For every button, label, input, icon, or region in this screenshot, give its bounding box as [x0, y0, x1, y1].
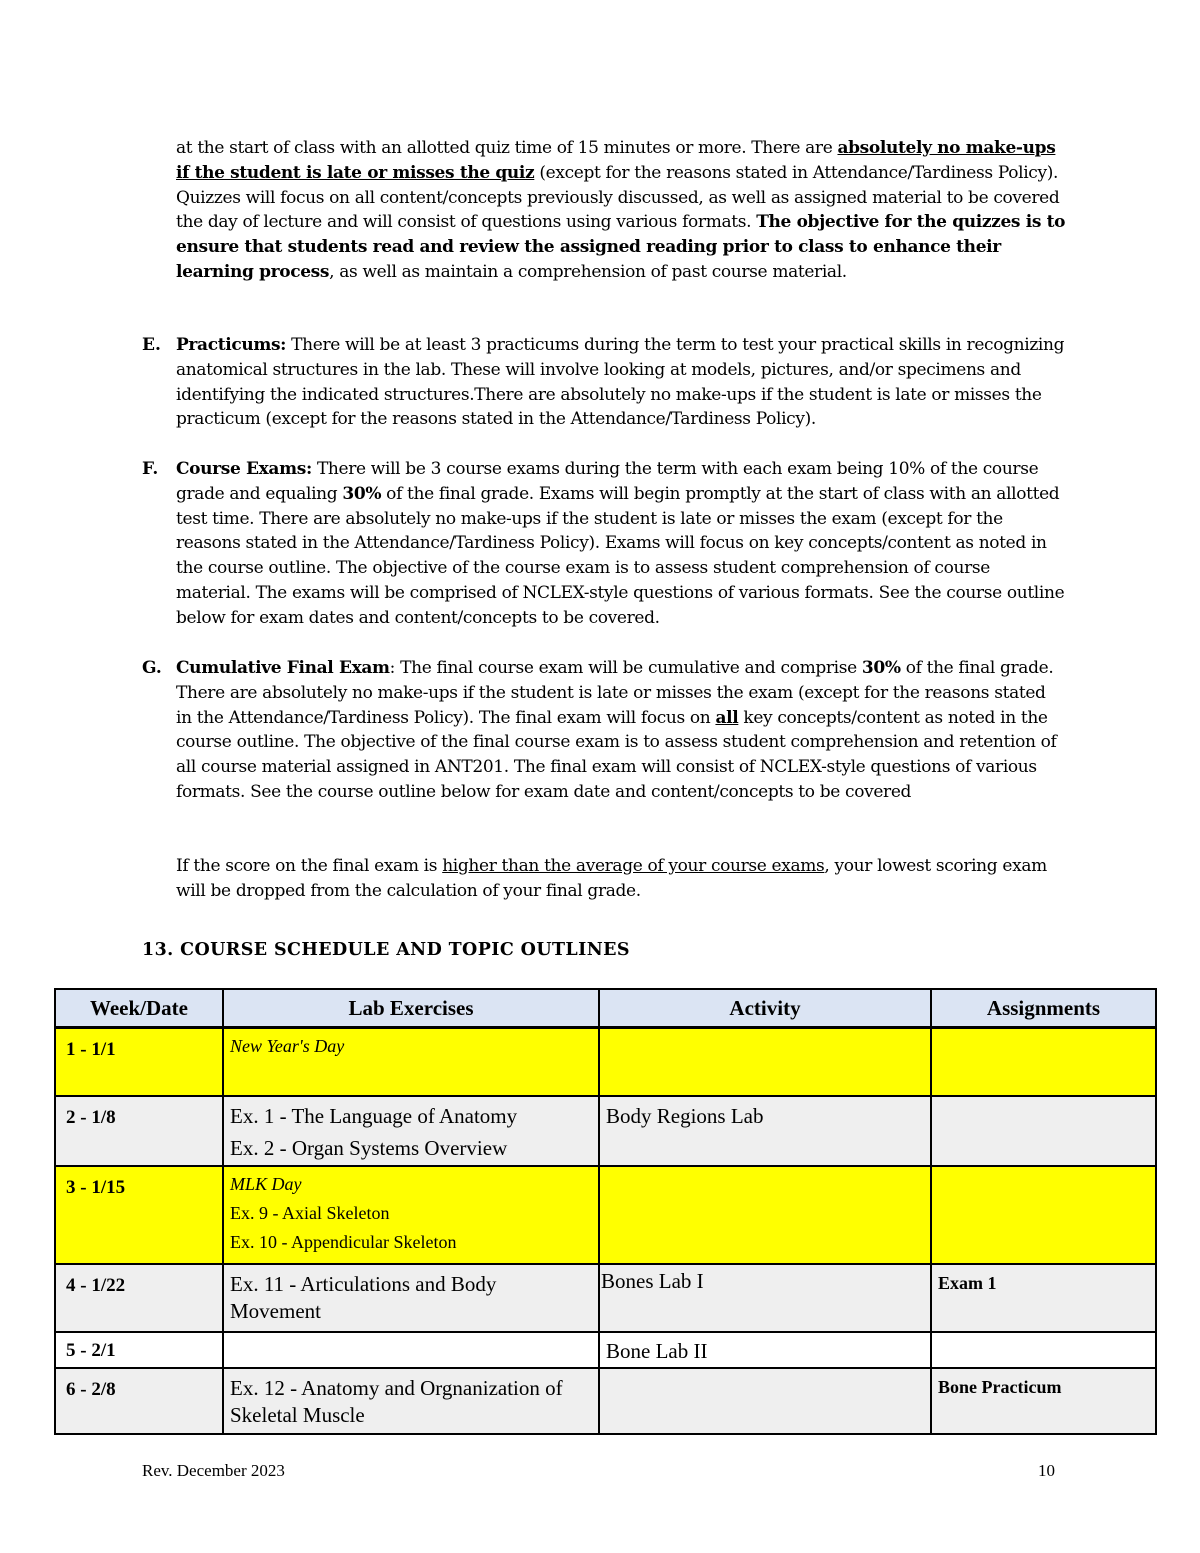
footer-revision: Rev. December 2023	[142, 1461, 285, 1480]
lab-holiday: MLK Day	[230, 1173, 302, 1194]
quiz-text-1: at the start of class with an allotted quiz time of 15 minutes or more. There are	[176, 138, 838, 158]
final-exam-text-2: of the final grade. There are absolutely no make-ups if the student is late or misses the exam (except for the reasons stated in the Attendance/Tardiness Policy). The final exam will focus on	[176, 658, 1054, 728]
table-header-row	[55, 989, 1156, 1028]
lab-exercise: Ex. 1 - The Language of Anatomy	[230, 1103, 518, 1128]
activity-cell	[599, 1028, 931, 1096]
lab-cell	[223, 1096, 599, 1166]
course-exams-title: Course Exams:	[176, 459, 312, 479]
assignment-cell	[931, 1166, 1156, 1264]
lab-exercise: Ex. 10 - Appendicular Skeleton	[230, 1231, 457, 1252]
final-exam-note-1: If the score on the final exam is	[176, 856, 443, 876]
final-exam-note	[176, 854, 1066, 904]
practicums-paragraph	[176, 333, 1066, 432]
course-exams-text-1: There will be 3 course exams during the term with each exam being 10% of the course grade and equaling	[176, 459, 1039, 504]
table-row	[55, 1332, 1156, 1368]
lab-holiday: New Year's Day	[230, 1036, 345, 1056]
week-cell: 6 - 2/8	[55, 1368, 223, 1434]
lab-exercise: Ex. 11 - Articulations and Body Movement	[230, 1271, 497, 1323]
course-exams-paragraph	[176, 457, 1066, 631]
final-exam-text-3: key concepts/content as noted in the course outline. The objective of the final course exam is to assess student comprehension and retention of all course material assigned in ANT201. The final exam will consist of NCLEX-style questions of various formats. See the course outline below for exam date and content/concepts to be covered	[176, 707, 1057, 802]
course-exams-percent: 30%	[342, 483, 382, 504]
table-row	[55, 1028, 1156, 1096]
activity-cell	[599, 1368, 931, 1434]
course-schedule-table	[54, 988, 1157, 1435]
week-cell: 2 - 1/8	[55, 1096, 223, 1166]
header-assignments: Assignments	[931, 989, 1156, 1028]
final-exam-all: all	[715, 707, 739, 728]
assignment-cell	[931, 1096, 1156, 1166]
quiz-no-makeups: absolutely no make-ups if the student is late or misses the quiz	[176, 138, 1056, 183]
section-heading: 13. COURSE SCHEDULE AND TOPIC OUTLINES	[142, 940, 630, 960]
header-activity: Activity	[599, 989, 931, 1028]
quiz-objective: The objective for the quizzes is to ensure that students read and review the assigned reading prior to class to enhance their learning process	[176, 212, 1066, 282]
activity-cell: Bone Lab II	[599, 1332, 931, 1368]
week-cell: 4 - 1/22	[55, 1264, 223, 1332]
course-exams-text-2: of the final grade. Exams will begin promptly at the start of class with an allotted test time. There are absolutely no make-ups if the student is late or misses the exam (except for the reasons stated in the Attendance/Tardiness Policy). Exams will focus on key concepts/content as noted in the course outline. The objective of the course exam is to assess student comprehension of course material. The exams will be comprised of NCLEX-style questions of various formats. See the course outline below for exam dates and content/concepts to be covered.	[176, 483, 1065, 628]
table-row	[55, 1368, 1156, 1434]
final-exam-paragraph	[176, 656, 1066, 805]
week-cell: 5 - 2/1	[55, 1332, 223, 1368]
lab-exercise: Ex. 2 - Organ Systems Overview	[230, 1135, 508, 1160]
item-letter-f: F.	[142, 459, 159, 479]
week-cell: 1 - 1/1	[55, 1028, 223, 1096]
table-row	[55, 1166, 1156, 1264]
practicums-text: There will be at least 3 practicums during the term to test your practical skills in recognizing anatomical structures in the lab. These will involve looking at models, pictures, and/or specimens and identifying the indicated structures.There are absolutely no make-ups if the student is late or misses the practicum (except for the reasons stated in the Attendance/Tardiness Policy).	[176, 335, 1065, 430]
activity-cell: Body Regions Lab	[599, 1096, 931, 1166]
header-lab-exercises: Lab Exercises	[223, 989, 599, 1028]
final-exam-note-2: , your lowest scoring exam will be dropped from the calculation of your final grade.	[176, 856, 1047, 901]
activity-cell	[599, 1166, 931, 1264]
final-exam-text-1: : The final course exam will be cumulative and comprise	[389, 658, 862, 678]
assignment-cell	[931, 1332, 1156, 1368]
lab-exercise: Ex. 9 - Axial Skeleton	[230, 1202, 390, 1223]
table-row	[55, 1264, 1156, 1332]
lab-cell	[223, 1166, 599, 1264]
week-cell: 3 - 1/15	[55, 1166, 223, 1264]
final-exam-percent: 30%	[861, 658, 901, 678]
practicums-title: Practicums:	[176, 335, 287, 355]
assignment-cell: Exam 1	[931, 1264, 1156, 1332]
lab-exercise: Ex. 12 - Anatomy and Orgnanization of Skeletal Muscle	[230, 1375, 563, 1427]
lab-cell	[223, 1332, 599, 1368]
assignment-cell	[931, 1028, 1156, 1096]
page-number: 10	[1038, 1461, 1055, 1480]
lab-cell	[223, 1264, 599, 1332]
table-row	[55, 1096, 1156, 1166]
lab-cell	[223, 1368, 599, 1434]
item-letter-g: G.	[142, 658, 162, 678]
item-letter-e: E.	[142, 335, 161, 355]
quiz-text-2: (except for the reasons stated in Attendance/Tardiness Policy). Quizzes will focus on all content/concepts previously discussed, as well as assigned material to be covered the day of lecture and will consist of questions using various formats.	[176, 162, 1060, 233]
activity-cell: Bones Lab I	[599, 1264, 931, 1332]
quiz-paragraph	[176, 136, 1066, 285]
header-week-date: Week/Date	[55, 989, 223, 1028]
lab-cell	[223, 1028, 599, 1096]
quiz-text-3: , as well as maintain a comprehension of past course material.	[329, 261, 847, 282]
assignment-cell: Bone Practicum	[931, 1368, 1156, 1434]
final-exam-title: Cumulative Final Exam	[176, 658, 390, 678]
final-exam-note-underline: higher than the average of your course exams	[442, 856, 825, 876]
